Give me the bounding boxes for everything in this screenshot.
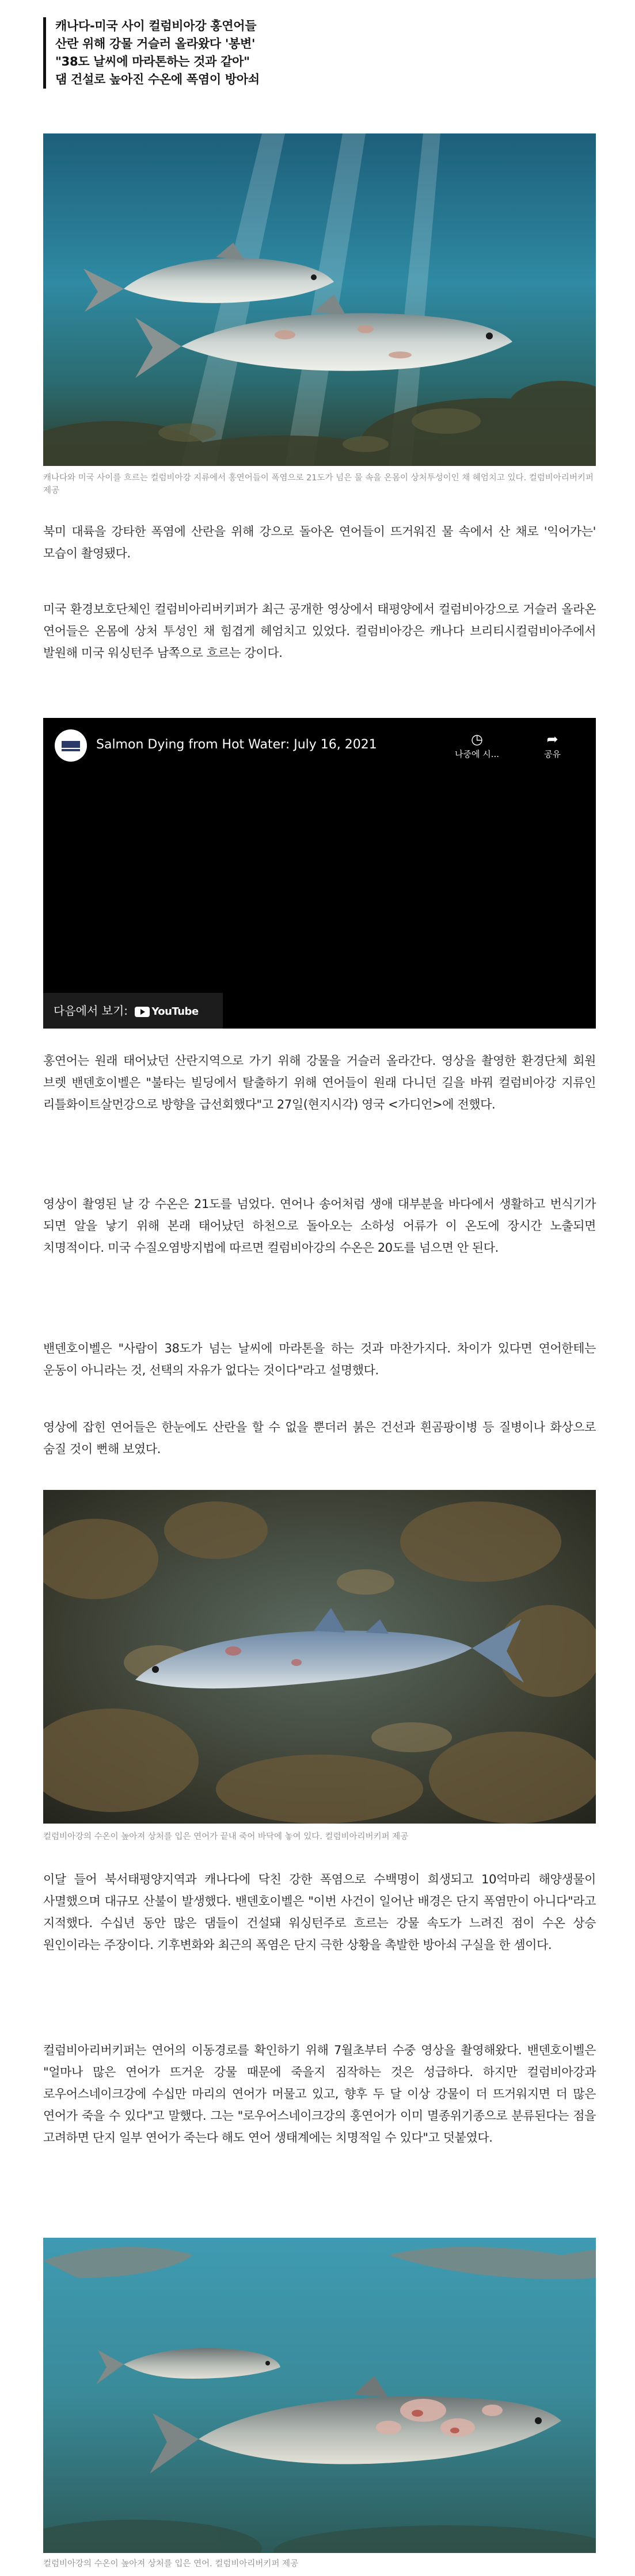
youtube-logo: YouTube — [135, 993, 198, 1030]
paragraph-6: 영상에 잡힌 연어들은 한눈에도 산란을 할 수 없을 뿐더러 붉은 건선과 흰곰팡이병 등 질병이나 화상으로 숨질 것이 뻔해 보였다. — [43, 1420, 596, 1456]
share-button[interactable] — [544, 731, 561, 760]
youtube-embed[interactable] — [43, 718, 596, 1029]
photo-2-caption: 컬럼비아강의 수온이 높아져 상처를 입은 연어가 끝내 죽어 바닥에 놓여 있다. 컬럼비아리버키퍼 제공 — [43, 1832, 409, 1841]
paragraph-3: 홍연어는 원래 태어났던 산란지역으로 가기 위해 강물을 거슬러 올라간다. 영상을 촬영한 환경단체 회원 브렛 밴덴호이벨은 "불타는 빌딩에서 탈출하기 위해 연어들이 원래 다니던 길을 바꿔 컬럼비아강 지류인 리틀화이트살먼강으로 방향을 급선회했다"고 27일(현지시각) 영국 <가디언>에 전했다. — [43, 1054, 596, 1111]
watch-on-label: 다음에서 보기: — [54, 1004, 128, 1018]
paragraph-5: 밴덴호이벨은 "사람이 38도가 넘는 날씨에 마라톤을 하는 것과 마찬가지다. 차이가 있다면 연어한테는 운동이 아니라는 것, 선택의 자유가 없다는 것이다"라고 설명했다. — [43, 1341, 596, 1377]
paragraph-4: 영상이 촬영된 날 강 수온은 21도를 넘었다. 연어나 송어처럼 생애 대부분을 바다에서 생활하고 번식기가 되면 알을 낳기 위해 본래 태어났던 하천으로 돌아오는 소하성 어류가 이 온도에 장시간 노출되면 치명적이다. 미국 수질오염방지법에 따르면 컬럼비아강의 수온은 20도를 넘으면 안 된다. — [43, 1197, 596, 1255]
dead-salmon-photo — [43, 1490, 596, 1824]
share-icon: ➦ — [546, 731, 558, 747]
paragraph-7: 이달 들어 북서태평양지역과 캐나다에 닥친 강한 폭염으로 수백명이 희생되고 10억마리 해양생물이 사멸했으며 대규모 산불이 발생했다. 밴덴호이벨은 "이번 사건이 일어난 배경은 단지 폭염만이 아니다"라고 지적했다. 수십년 동안 많은 댐들이 건설돼 워싱턴주로 흐르는 강물 속도가 느려진 점이 수온 상승 원인이라는 주장이다. 기후변화와 최근의 폭염은 단지 극한 상황을 촉발한 방아쇠 구실을 한 셈이다. — [43, 1872, 596, 1952]
subhead-1: 캐나다-미국 사이 컬럼비아강 홍연어들 — [55, 19, 257, 33]
paragraph-1: 북미 대륙을 강타한 폭염에 산란을 위해 강으로 돌아온 연어들이 뜨거워진 물 속에서 산 채로 '익어가는' 모습이 촬영됐다. — [43, 525, 596, 560]
subhead-2: 산란 위해 강물 거슬러 올라왔다 '봉변' — [55, 37, 256, 51]
subhead-4: 댐 건설로 높아진 수온에 폭염이 방아쇠 — [55, 72, 260, 86]
paragraph-8: 컬럼비아리버키퍼는 연어의 이동경로를 확인하기 위해 7월초부터 수중 영상을 촬영해왔다. 밴덴호이벨은 "얼마나 많은 연어가 뜨거운 강물 때문에 죽을지 짐작하는 것은 성급하다. 하지만 컬럼비아강과 로우어스네이크강에 수십만 마리의 연어가 머물고 있고, 향후 두 달 이상 강물이 더 뜨거워지면 더 많은 연어가 죽을 수 있다"고 말했다. 그는 "로우어스네이크강의 홍연어가 이미 멸종위기종으로 분류된다는 점을 고려하면 단지 일부 연어가 죽는다 해도 연어 생태계에는 치명적일 수 있다"고 덧붙였다. — [43, 2043, 596, 2145]
youtube-play-icon — [135, 1007, 150, 1017]
injured-salmon-photo — [43, 2238, 596, 2553]
subhead-3: "38도 날씨에 마라톤하는 것과 같아" — [55, 55, 250, 68]
watch-later-label: 나중에 시... — [455, 749, 500, 759]
photo-1-caption: 캐나다와 미국 사이를 흐르는 컬럼비아강 지류에서 홍연어들이 폭염으로 21도가 넘은 물 속을 온몸이 상처투성이인 채 헤엄치고 있다. 컬럼비아리버키퍼 제공 — [43, 473, 594, 495]
photo-3-caption: 컬럼비아강의 수온이 높아져 상처를 입은 연어. 컬럼비아리버키퍼 제공 — [43, 2559, 299, 2569]
watch-later-button[interactable] — [455, 731, 499, 760]
share-label: 공유 — [544, 749, 561, 759]
article-subheads — [43, 17, 260, 89]
video-title[interactable]: Salmon Dying from Hot Water: July 16, 2021 — [96, 737, 377, 752]
clock-icon: ◷ — [471, 731, 483, 747]
salmon-photo — [43, 133, 596, 466]
watch-on-youtube-button[interactable] — [43, 993, 223, 1029]
paragraph-2: 미국 환경보호단체인 컬럼비아리버키퍼가 최근 공개한 영상에서 태평양에서 컬럼비아강으로 거슬러 올라온 연어들은 온몸에 상처 투성인 채 힘겹게 헤엄치고 있었다. 컬럼비아강은 캐나다 브리티시컬럼비아주에서 발원해 미국 워싱턴주 남쪽으로 흐르는 강이다. — [43, 602, 596, 660]
channel-logo[interactable] — [55, 729, 87, 762]
